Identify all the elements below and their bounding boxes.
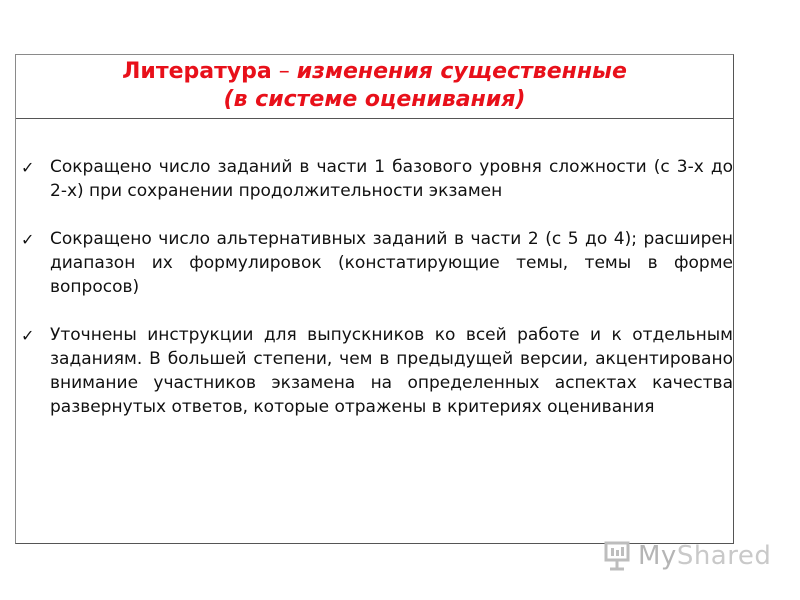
title-line-2: (в системе оценивания) bbox=[223, 87, 526, 112]
list-item bbox=[16, 323, 735, 419]
slide-header bbox=[16, 55, 733, 119]
presentation-board-icon bbox=[604, 541, 632, 571]
checkmark-icon: ✓ bbox=[21, 158, 35, 177]
bullet-list bbox=[16, 155, 735, 443]
title-subtitle: изменения существенные bbox=[296, 59, 627, 84]
title-line-1 bbox=[16, 58, 733, 86]
logo-text-shared: Shared bbox=[676, 541, 772, 571]
logo-text bbox=[638, 541, 771, 571]
title-dash: – bbox=[271, 59, 297, 84]
checkmark-icon: ✓ bbox=[21, 230, 35, 249]
list-item-text: Сокращено число заданий в части 1 базового уровня сложности (с 3-х до 2-х) при сохранении продолжительности экзамен bbox=[50, 157, 733, 201]
myshared-logo bbox=[604, 536, 772, 576]
list-item bbox=[16, 155, 735, 203]
list-item-text: Уточнены инструкции для выпускников ко всей работе и к отдельным заданиям. В большей степени, чем в предыдущей версии, акцентировано внимание участников экзамена на определенных аспектах качества развернутых ответов, которые отражены в критериях оценивания bbox=[50, 325, 733, 417]
checkmark-icon: ✓ bbox=[21, 326, 35, 345]
list-item-text: Сокращено число альтернативных заданий в части 2 (с 5 до 4); расширен диапазон их формулировок (констатирующие темы, темы в форме вопросов) bbox=[50, 229, 733, 297]
title-subject: Литература bbox=[122, 59, 272, 84]
logo-text-my: My bbox=[638, 541, 677, 571]
list-item bbox=[16, 227, 735, 299]
slide-frame bbox=[15, 54, 734, 544]
